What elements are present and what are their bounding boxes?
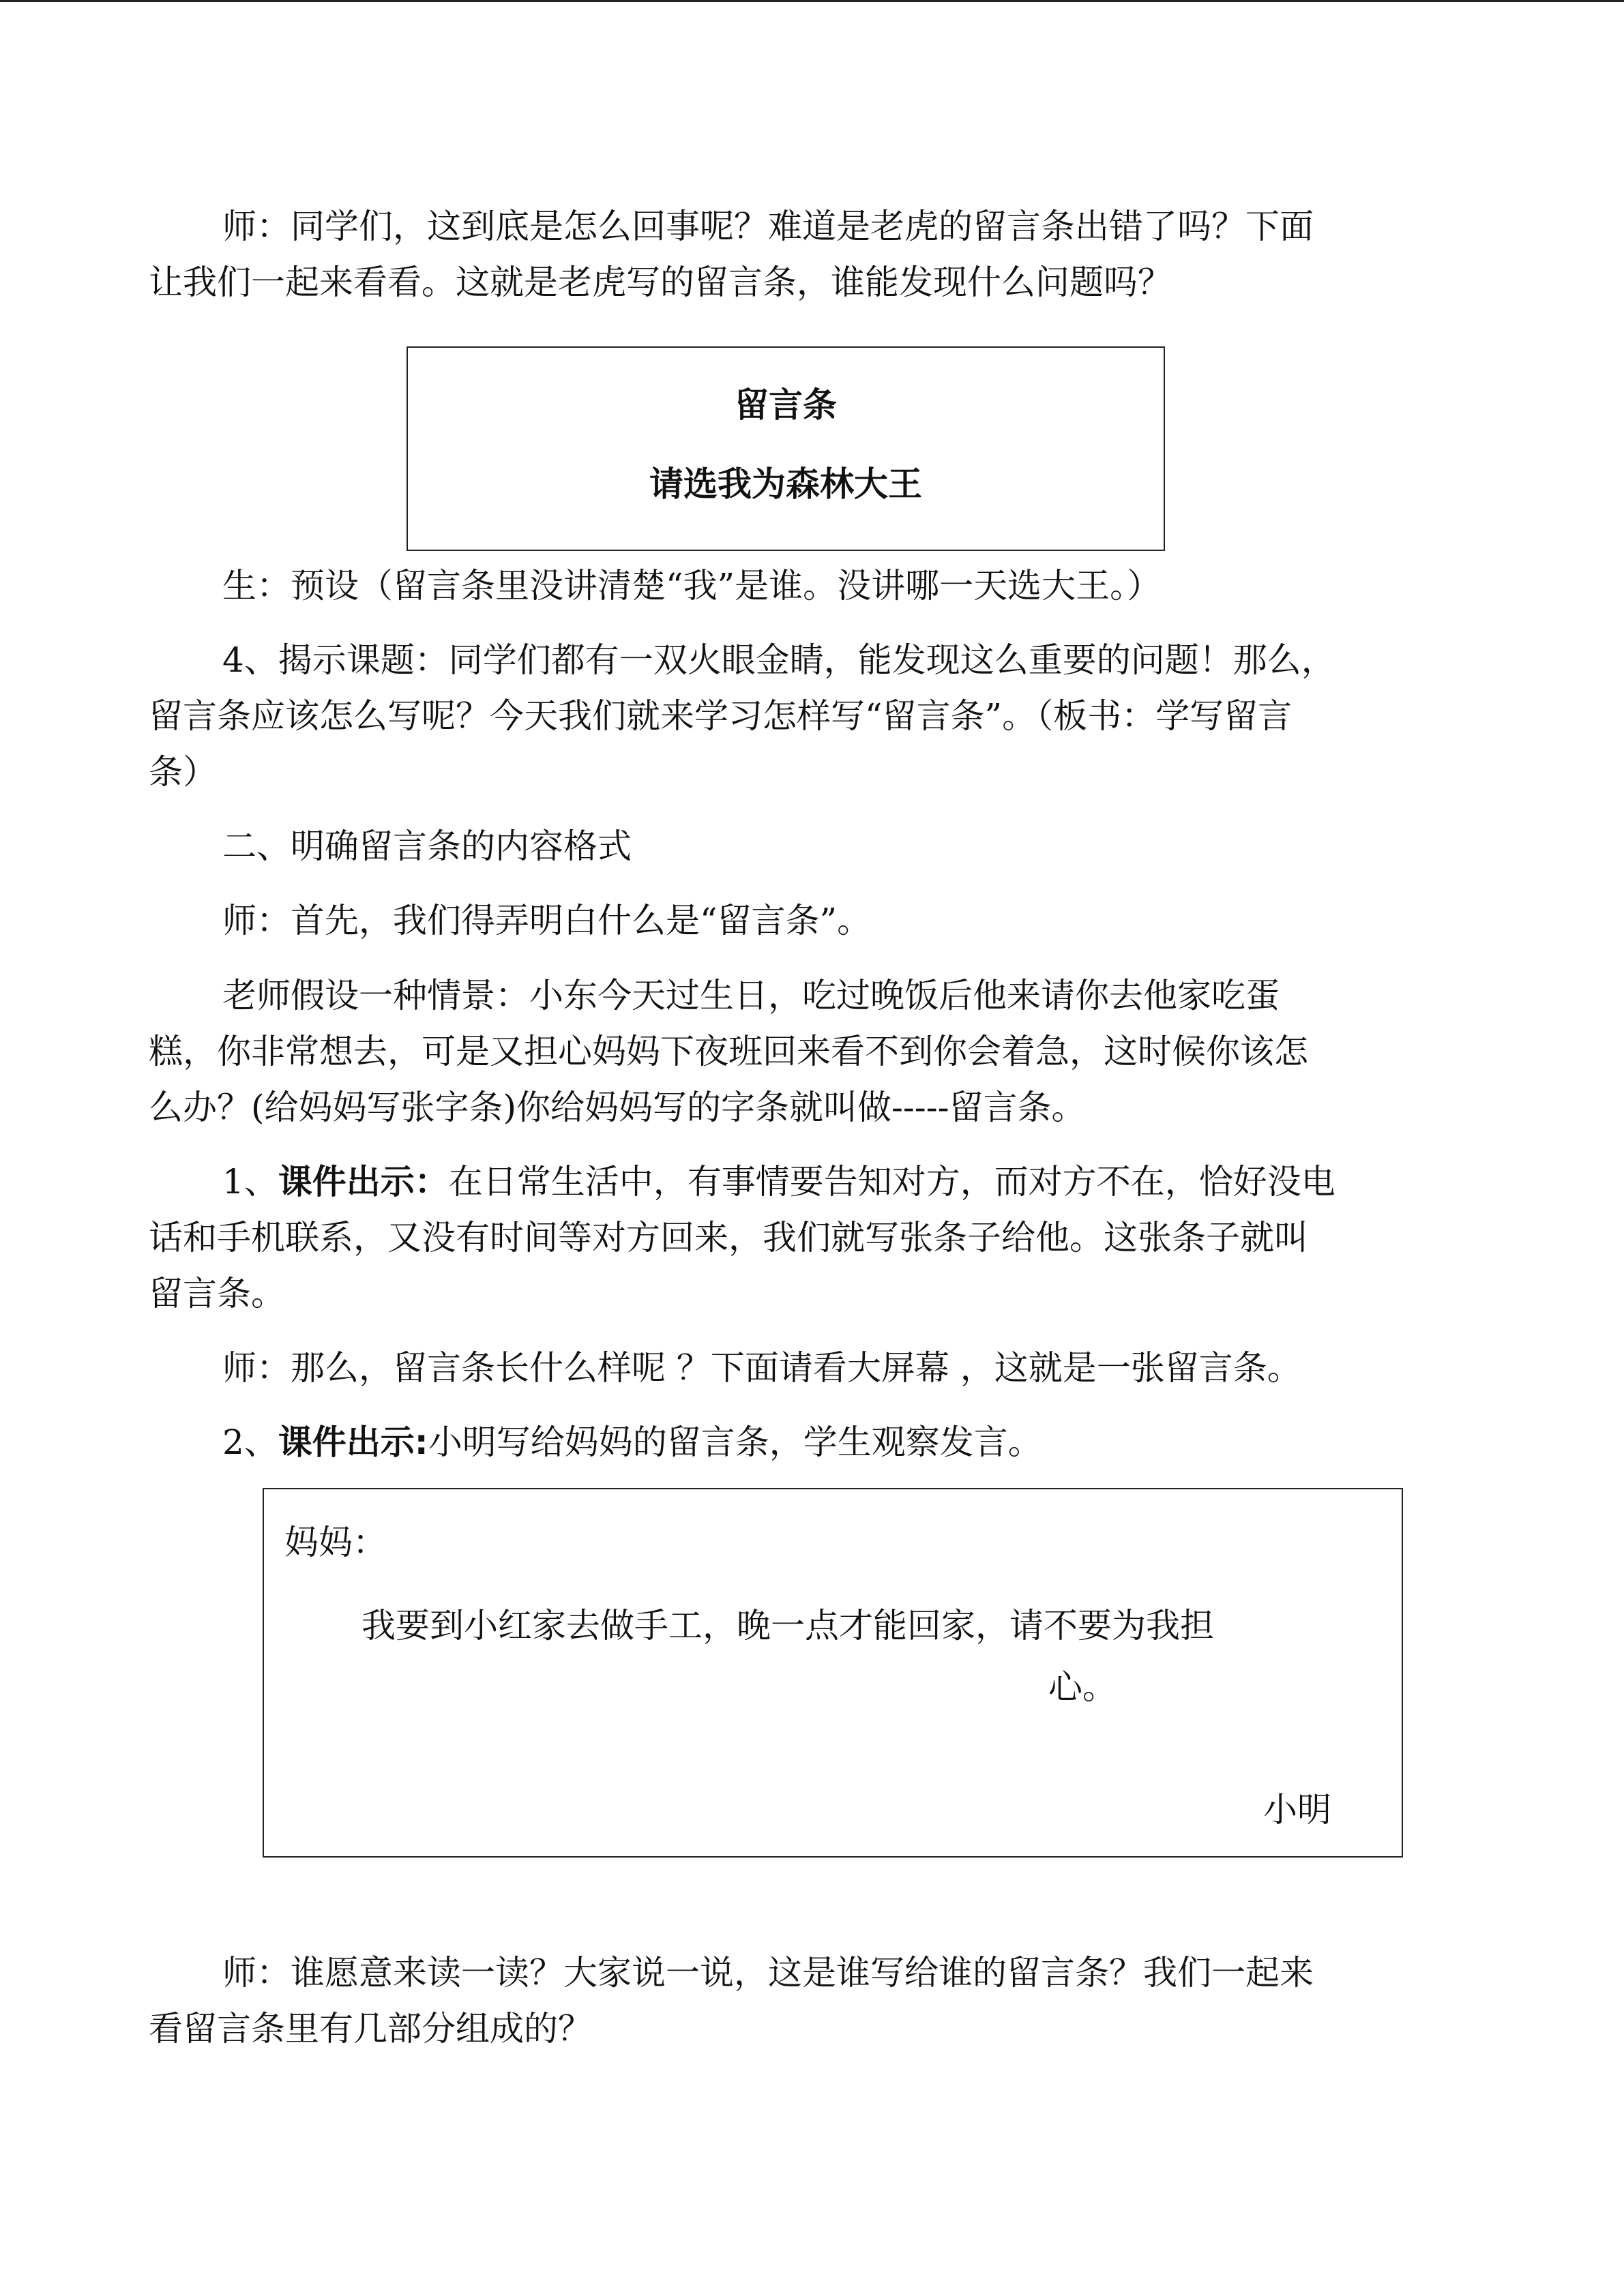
courseware1-label: 课件出示： (278, 1162, 449, 1202)
paragraph-scenario-line2: 糕，你非常想去，可是又担心妈妈下夜班回来看不到你会着急，这时候你该怎 (149, 1032, 1308, 1071)
paragraph-teacher-question-line1: 师：同学们，这到底是怎么回事呢？难道是老虎的留言条出错了吗？下面 (222, 207, 1314, 246)
tiger-note-body: 请选我为森林大王 (649, 464, 922, 504)
paragraph-student-answer: 生：预设（留言条里没讲清楚“我”是谁。没讲哪一天选大王。） (222, 566, 1162, 606)
paragraph-scenario-line3: 么办？(给妈妈写张字条)你给妈妈写的字条就叫做-----留言条。 (149, 1088, 1086, 1127)
note-body-line2: 心。 (1048, 1667, 1117, 1707)
tiger-note-title: 留言条 (735, 385, 837, 425)
paragraph-courseware1-line2: 话和手机联系，又没有时间等对方回来，我们就写张条子给他。这张条子就叫 (149, 1218, 1308, 1257)
paragraph-who-reads-line1: 师：谁愿意来读一读？大家说一说，这是谁写给谁的留言条？我们一起来 (222, 1953, 1314, 1993)
courseware2-label: 课件出示: (278, 1422, 428, 1462)
courseware1-text: 在日常生活中，有事情要告知对方，而对方不在，恰好没电 (448, 1162, 1335, 1202)
note-greeting: 妈妈： (284, 1523, 387, 1562)
section-heading-format: 二、明确留言条的内容格式 (222, 826, 632, 866)
courseware2-prefix: 2、 (222, 1422, 278, 1462)
paragraph-courseware2 (149, 1414, 1486, 1470)
note-signature: 小明 (1263, 1790, 1331, 1830)
tiger-note-box (407, 346, 1165, 551)
courseware1-prefix: 1、 (222, 1162, 278, 1202)
page-top-border (0, 0, 1624, 2)
courseware2-text: 小明写给妈妈的留言条，学生观察发言。 (428, 1422, 1042, 1462)
paragraph-what-is-note: 师：首先，我们得弄明白什么是“留言条”。 (222, 901, 872, 940)
paragraph-courseware1-line1 (149, 1154, 1486, 1210)
note-body-line1: 我要到小红家去做手工，晚一点才能回家，请不要为我担 (361, 1606, 1214, 1645)
paragraph-scenario-line1: 老师假设一种情景：小东今天过生日，吃过晚饭后他来请你去他家吃蛋 (222, 976, 1280, 1015)
paragraph-reveal-topic-line2: 留言条应该怎么写呢？今天我们就来学习怎样写“留言条”。（板书：学写留言 (149, 696, 1293, 736)
paragraph-teacher-question-line2: 让我们一起来看看。这就是老虎写的留言条，谁能发现什么问题吗？ (149, 263, 1172, 302)
xiaoming-note-box (263, 1488, 1403, 1858)
paragraph-reveal-topic-line3: 条） (149, 752, 217, 792)
paragraph-who-reads-line2: 看留言条里有几部分组成的？ (149, 2009, 592, 2048)
paragraph-reveal-topic-line1: 4、揭示课题：同学们都有一双火眼金睛，能发现这么重要的问题！那么， (222, 640, 1335, 680)
paragraph-courseware1-line3: 留言条。 (149, 1274, 285, 1313)
paragraph-what-does-it-look-like: 师：那么，留言条长什么样呢 ？下面请看大屏幕 ，这就是一张留言条。 (222, 1348, 1301, 1388)
